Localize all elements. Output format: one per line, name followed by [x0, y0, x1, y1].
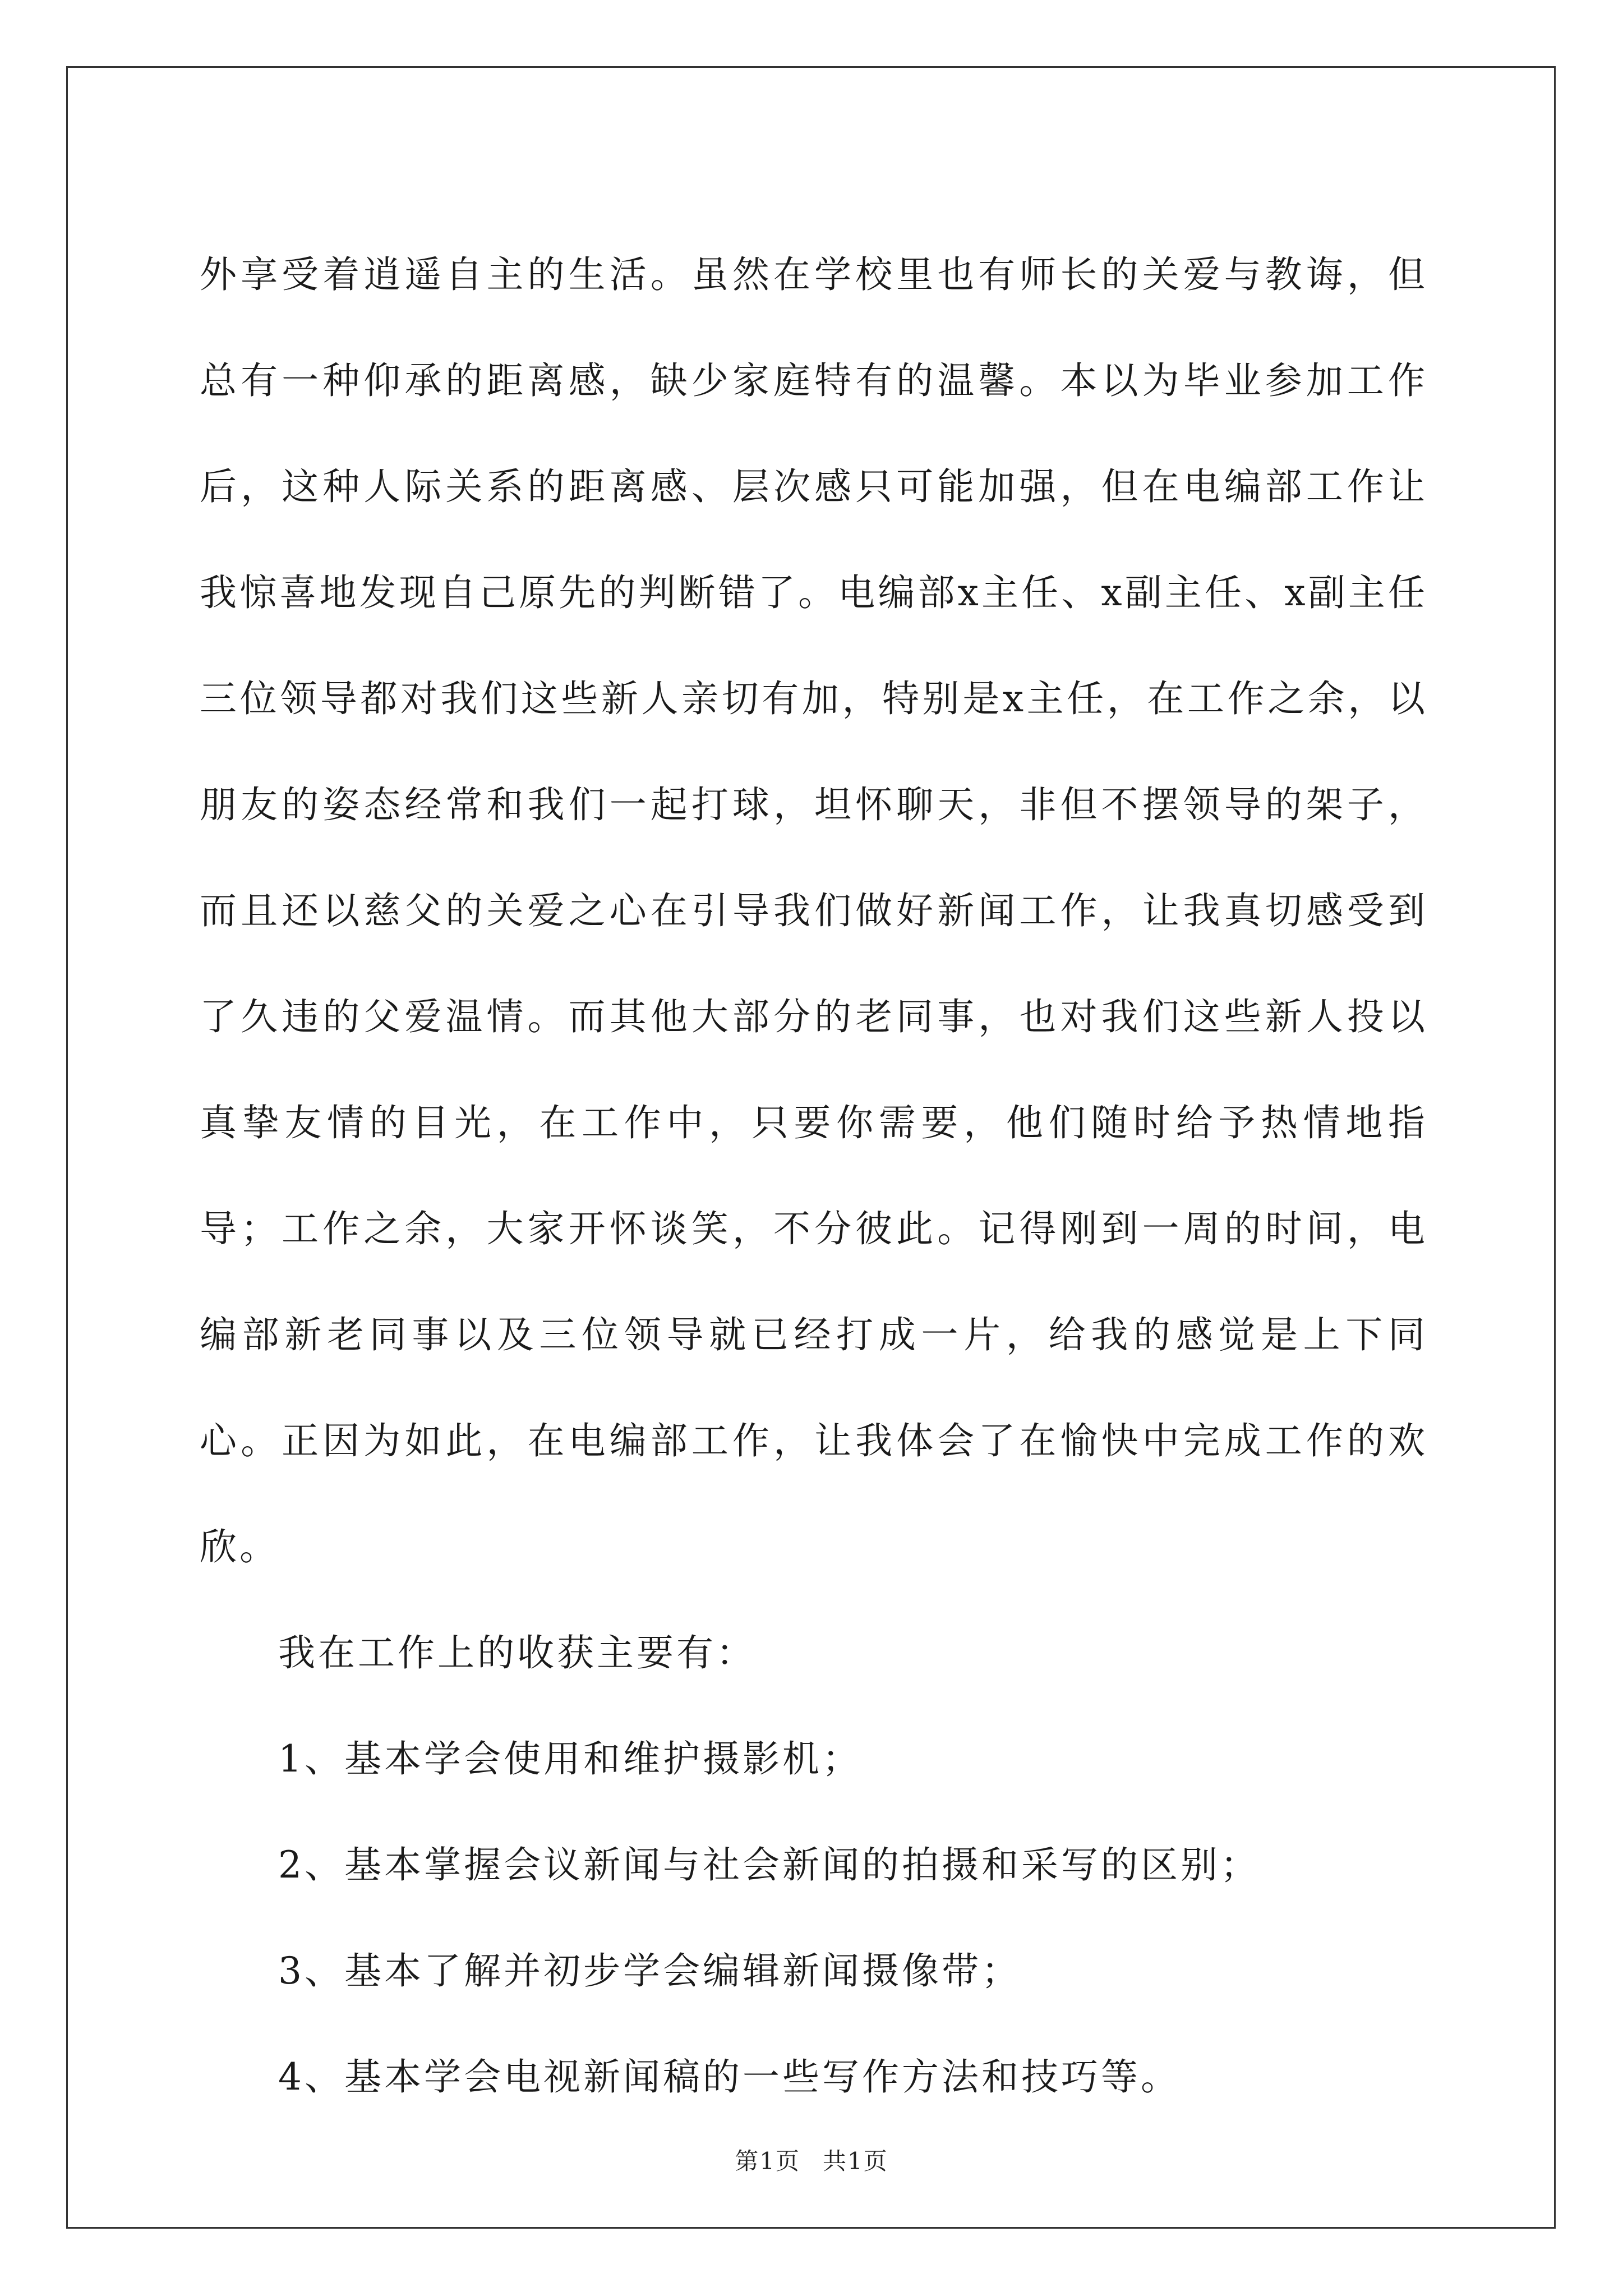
page-number: 第1页	[735, 2147, 800, 2175]
list-item: 2、基本掌握会议新闻与社会新闻的拍摄和采写的区别；	[278, 1843, 1260, 1887]
list-item: 3、基本了解并初步学会编辑新闻摄像带；	[278, 1949, 1021, 1993]
document-body	[200, 222, 1428, 2130]
page-total: 共1页	[823, 2147, 888, 2175]
page-footer	[0, 2143, 1623, 2177]
list-item: 4、基本学会电视新闻稿的一些写作方法和技巧等。	[278, 2055, 1181, 2099]
body-paragraph: 我在工作上的收获主要有：	[278, 1631, 756, 1674]
body-paragraph: 外享受着逍遥自主的生活。虽然在学校里也有师长的关爱与教诲，但总有一种仰承的距离感，缺少家庭特有的温馨。本以为毕业参加工作后，这种人际关系的距离感、层次感只可能加强，但在电编部工作让我惊喜地发现自己原先的判断错了。电编部x主任、x副主任、x副主任三位领导都对我们这些新人亲切有加，特别是x主任，在工作之余，以朋友的姿态经常和我们一起打球，坦怀聊天，非但不摆领导的架子，而且还以慈父的关爱之心在引导我们做好新闻工作，让我真切感受到了久违的父爱温情。而其他大部分的老同事，也对我们这些新人投以真挚友情的目光，在工作中，只要你需要，他们随时给予热情地指导；工作之余，大家开怀谈笑，不分彼此。记得刚到一周的时间，电编部新老同事以及三位领导就已经打成一片，给我的感觉是上下同心。正因为如此，在电编部工作，让我体会了在愉快中完成工作的欢欣。	[200, 253, 1428, 1568]
list-item: 1、基本学会使用和维护摄影机；	[278, 1737, 862, 1780]
